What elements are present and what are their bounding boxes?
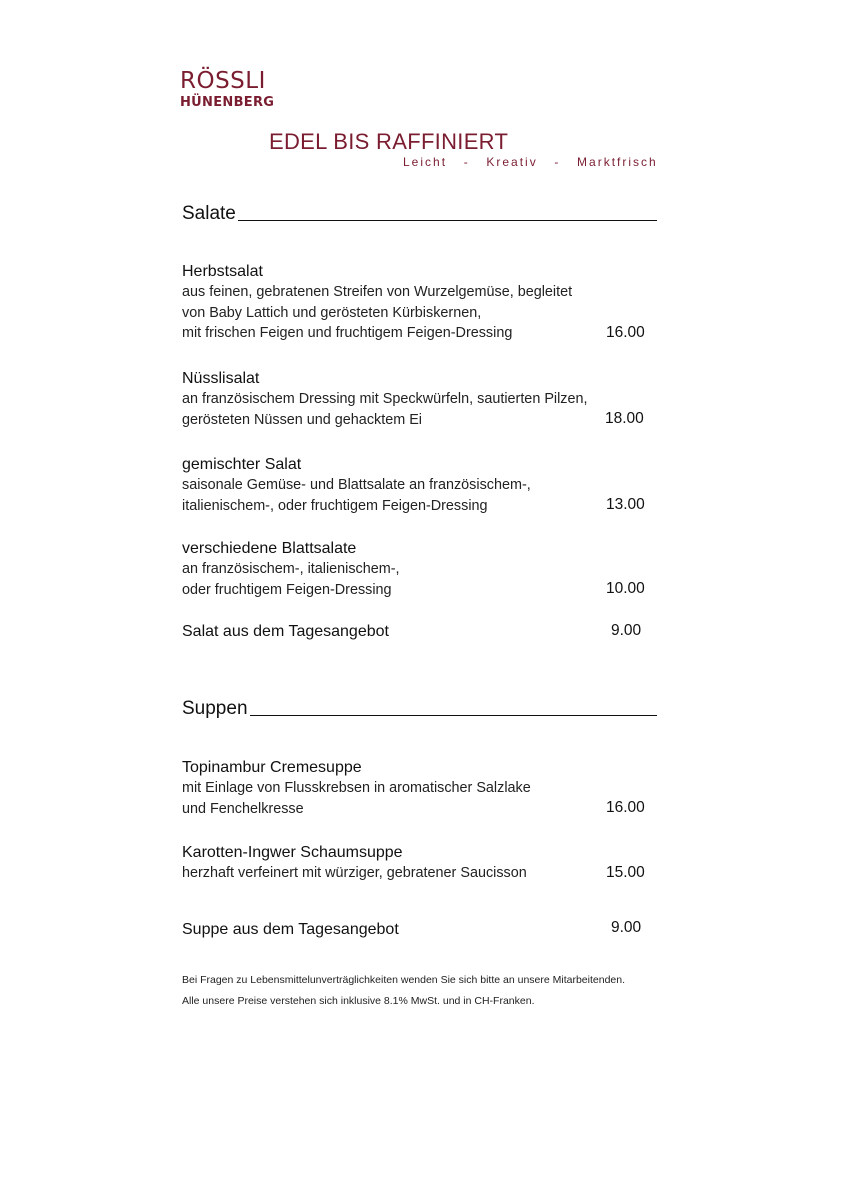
section-title-text: Suppen [182,698,248,719]
logo [180,70,274,109]
menu-item-description: gerösteten Nüssen und gehacktem Ei [182,411,422,428]
menu-item-price: 16.00 [606,799,645,816]
menu-item-description: mit Einlage von Flusskrebsen in aromatischer Salzlake [182,780,531,796]
menu-item-description: aus feinen, gebratenen Streifen von Wurzelgemüse, begleitet [182,284,573,300]
menu-headline: EDEL BIS RAFFINIERT [269,129,509,154]
menu-item-description: von Baby Lattich und gerösteten Kürbiskernen, [182,304,482,321]
logo-line-2: HÜNENBERG [180,95,275,110]
menu-item [182,369,648,430]
section-title-text: Salate [182,203,236,224]
section-rule [250,715,657,716]
menu-item-description: herzhaft verfeinert mit würziger, gebratener Saucisson [182,865,527,881]
menu-item-description: an französischem Dressing mit Speckwürfeln, sautierten Pilzen, [182,391,588,407]
menu-item [182,920,648,940]
menu-item-price: 13.00 [606,496,645,513]
menu-item-name: Suppe aus dem Tagesangebot [182,921,399,938]
menu-item-name: Nüsslisalat [182,370,260,387]
section-rule [238,220,657,221]
menu-item-description: italienischem-, oder fruchtigem Feigen-Dressing [182,497,488,514]
menu-item-price: 15.00 [606,864,645,881]
menu-item-description: an französischem-, italienischem-, [182,561,400,577]
menu-item-price: 16.00 [606,324,645,341]
menu-item-price: 10.00 [606,580,645,597]
menu-item-description: saisonale Gemüse- und Blattsalate an französischem-, [182,477,531,493]
logo-line-1: RÖSSLI [180,68,266,94]
menu-item-name: Salat aus dem Tagesangebot [182,623,389,640]
menu-item-name: Herbstsalat [182,263,263,280]
menu-item [182,758,648,819]
menu-item [182,843,648,884]
menu-item [182,455,648,516]
section-title-salate [182,204,657,223]
price-note: Alle unsere Preise verstehen sich inklusive 8.1% MwSt. und in CH-Franken. [182,995,535,1007]
menu-tagline: Leicht - Kreativ - Marktfrisch [403,155,658,169]
menu-item-name: Karotten-Ingwer Schaumsuppe [182,844,403,861]
menu-item-description: oder fruchtigem Feigen-Dressing [182,581,392,598]
menu-item-description: und Fenchelkresse [182,800,304,817]
menu-item-price: 9.00 [611,622,642,639]
menu-item-name: Topinambur Cremesuppe [182,759,362,776]
menu-item-price: 9.00 [611,919,642,936]
menu-item [182,539,648,600]
menu-item [182,262,648,344]
menu-item-name: verschiedene Blattsalate [182,540,357,557]
menu-item [182,622,648,642]
menu-item-name: gemischter Salat [182,456,302,473]
section-title-suppen [182,699,657,718]
menu-item-description: mit frischen Feigen und fruchtigem Feigen-Dressing [182,325,513,341]
menu-item-price: 18.00 [605,410,644,427]
allergy-note: Bei Fragen zu Lebensmittelunverträglichkeiten wenden Sie sich bitte an unsere Mitarbeitenden. [182,974,626,986]
